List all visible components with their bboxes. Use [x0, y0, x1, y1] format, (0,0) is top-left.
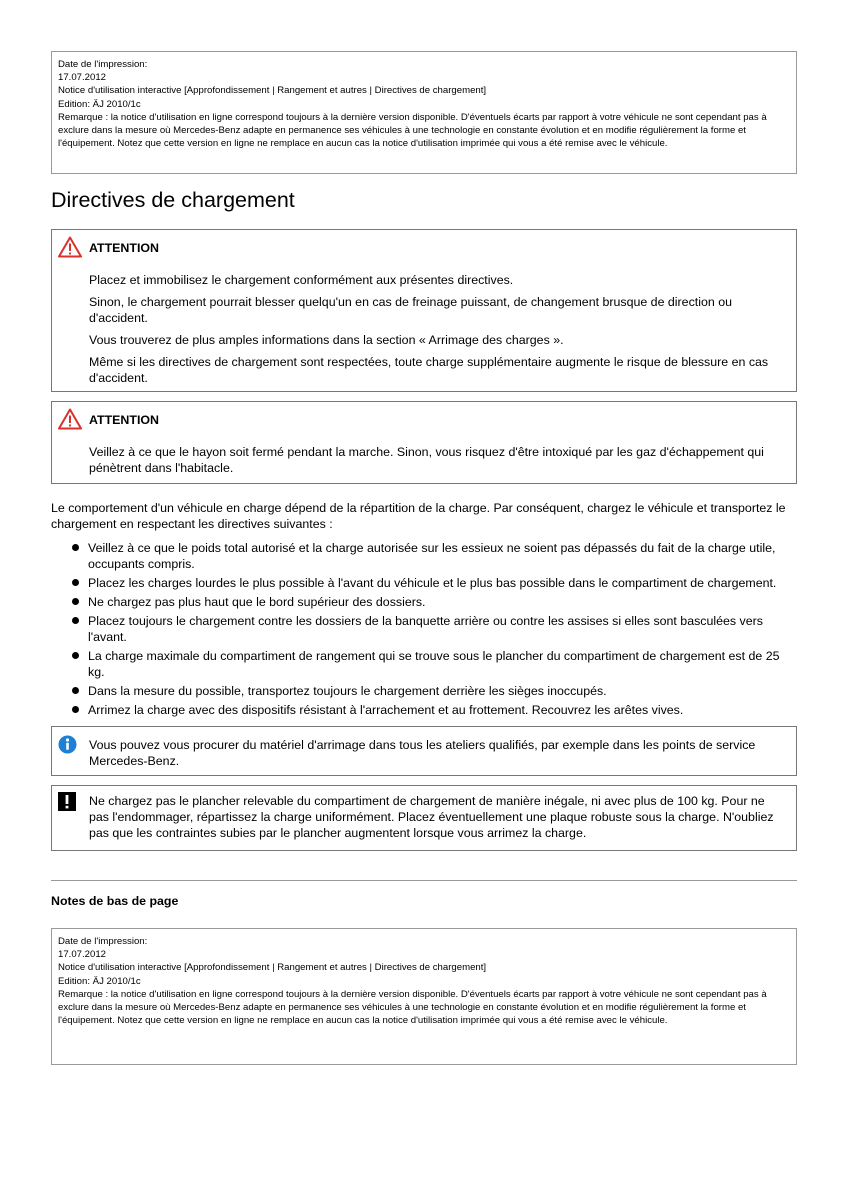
- warning-notice-2: [51, 401, 797, 484]
- edition: Edition: ÄJ 2010/1c: [58, 975, 141, 987]
- print-date-value: 17.07.2012: [58, 72, 107, 84]
- list-item-text: Veillez à ce que le poids total autorisé et la charge autorisée sur les essieux ne soient pas dépassés du fait de la charge utile, occupants compris.: [88, 541, 776, 571]
- bullet-icon: [72, 652, 79, 659]
- print-date-label: Date de l'impression:: [58, 59, 148, 70]
- bullet-icon: [72, 706, 79, 713]
- bullet-icon: [72, 598, 79, 605]
- warning-title: ATTENTION: [89, 241, 159, 255]
- list-item-text: La charge maximale du compartiment de rangement qui se trouve sous le plancher du compartiment de chargement est de 25 kg.: [88, 649, 780, 679]
- page-title: Directives de chargement: [51, 188, 295, 212]
- document-path: Notice d'utilisation interactive [Approfondissement | Rangement et autres | Directives de chargement]: [58, 85, 487, 97]
- info-text: Vous pouvez vous procurer du matériel d'arrimage dans tous les ateliers qualifiés, par exemple dans les points de service Mercedes-Benz.: [89, 738, 756, 768]
- bullet-icon: [72, 617, 79, 624]
- print-date-label: Date de l'impression:: [58, 936, 148, 947]
- loading-rules-list: [51, 540, 797, 718]
- print-date-value: 17.07.2012: [58, 949, 107, 961]
- document-path: Notice d'utilisation interactive [Approfondissement | Rangement et autres | Directives de chargement]: [58, 962, 487, 974]
- edition: Edition: ÄJ 2010/1c: [58, 98, 141, 110]
- list-item: [51, 613, 797, 645]
- intro-paragraph: Le comportement d'un véhicule en charge dépend de la répartition de la charge. Par conséquent, chargez le véhicule et transportez le chargement en respectant les directives suivantes :: [51, 501, 786, 531]
- warning-paragraph: Vous trouverez de plus amples informations dans la section « Arrimage des charges ».: [89, 333, 564, 347]
- warning-paragraph: Sinon, le chargement pourrait blesser quelqu'un en cas de freinage puissant, de changement brusque de direction ou d'accident.: [89, 295, 732, 325]
- list-item: [51, 540, 797, 572]
- bullet-icon: [72, 579, 79, 586]
- info-notice: [51, 726, 797, 776]
- list-item: [51, 648, 797, 680]
- warning-notice-1: [51, 229, 797, 392]
- warning-paragraph: Même si les directives de chargement sont respectées, toute charge supplémentaire augmente le risque de blessure en cas d'accident.: [89, 355, 769, 385]
- list-item: [51, 702, 797, 718]
- list-item-text: Placez toujours le chargement contre les dossiers de la banquette arrière ou contre les assises si elles sont basculées vers l'avant.: [88, 614, 763, 644]
- warning-title: ATTENTION: [89, 413, 159, 427]
- print-info-box-footer: [51, 928, 797, 1065]
- list-item-text: Arrimez la charge avec des dispositifs résistant à l'arrachement et au frottement. Recouvrez les arêtes vives.: [88, 703, 684, 717]
- remark: Remarque : la notice d'utilisation en ligne correspond toujours à la dernière version disponible. D'éventuels écarts par rapport à votre véhicule ne sont cependant pas à exclure dans la mesure où Mercedes-Benz adapte en permanence ses véhicules à une technologie en constante évolution et en modifie régulièrement la forme et l'équipement. Notez que cette version en ligne ne remplace en aucun cas la notice d'utilisation imprimée qui vous a été remise avec le véhicule.: [58, 988, 767, 1027]
- print-info-box: [51, 51, 797, 174]
- list-item: [51, 594, 797, 610]
- divider: [51, 880, 797, 881]
- caution-text: Ne chargez pas le plancher relevable du compartiment de chargement de manière inégale, ni avec plus de 100 kg. Pour ne pas l'endommager, répartissez la charge uniformément. Placez éventuellement une plaque robuste sous la charge. N'oubliez pas que les contraintes subies par le plancher augmentent lorsque vous arrimez la charge.: [89, 794, 774, 840]
- warning-triangle-icon: [58, 408, 82, 430]
- warning-paragraph: Placez et immobilisez le chargement conformément aux présentes directives.: [89, 273, 514, 287]
- warning-paragraph: Veillez à ce que le hayon soit fermé pendant la marche. Sinon, vous risquez d'être intoxiqué par les gaz d'échappement qui pénètrent dans l'habitacle.: [89, 445, 764, 475]
- remark: Remarque : la notice d'utilisation en ligne correspond toujours à la dernière version disponible. D'éventuels écarts par rapport à votre véhicule ne sont cependant pas à exclure dans la mesure où Mercedes-Benz adapte en permanence ses véhicules à une technologie en constante évolution et en modifie régulièrement la forme et l'équipement. Notez que cette version en ligne ne remplace en aucun cas la notice d'utilisation imprimée qui vous a été remise avec le véhicule.: [58, 111, 767, 150]
- warning-triangle-icon: [58, 236, 82, 258]
- list-item-text: Dans la mesure du possible, transportez toujours le chargement derrière les sièges inoccupés.: [88, 684, 607, 698]
- caution-notice: [51, 785, 797, 851]
- list-item-text: Ne chargez pas plus haut que le bord supérieur des dossiers.: [88, 595, 426, 609]
- info-icon: [58, 735, 77, 754]
- bullet-icon: [72, 687, 79, 694]
- bullet-icon: [72, 544, 79, 551]
- page: [51, 51, 797, 1065]
- list-item: [51, 575, 797, 591]
- list-item: [51, 683, 797, 699]
- exclamation-icon: [58, 792, 76, 811]
- list-item-text: Placez les charges lourdes le plus possible à l'avant du véhicule et le plus bas possible dans le compartiment de chargement.: [88, 576, 777, 590]
- footnotes-heading: Notes de bas de page: [51, 894, 179, 908]
